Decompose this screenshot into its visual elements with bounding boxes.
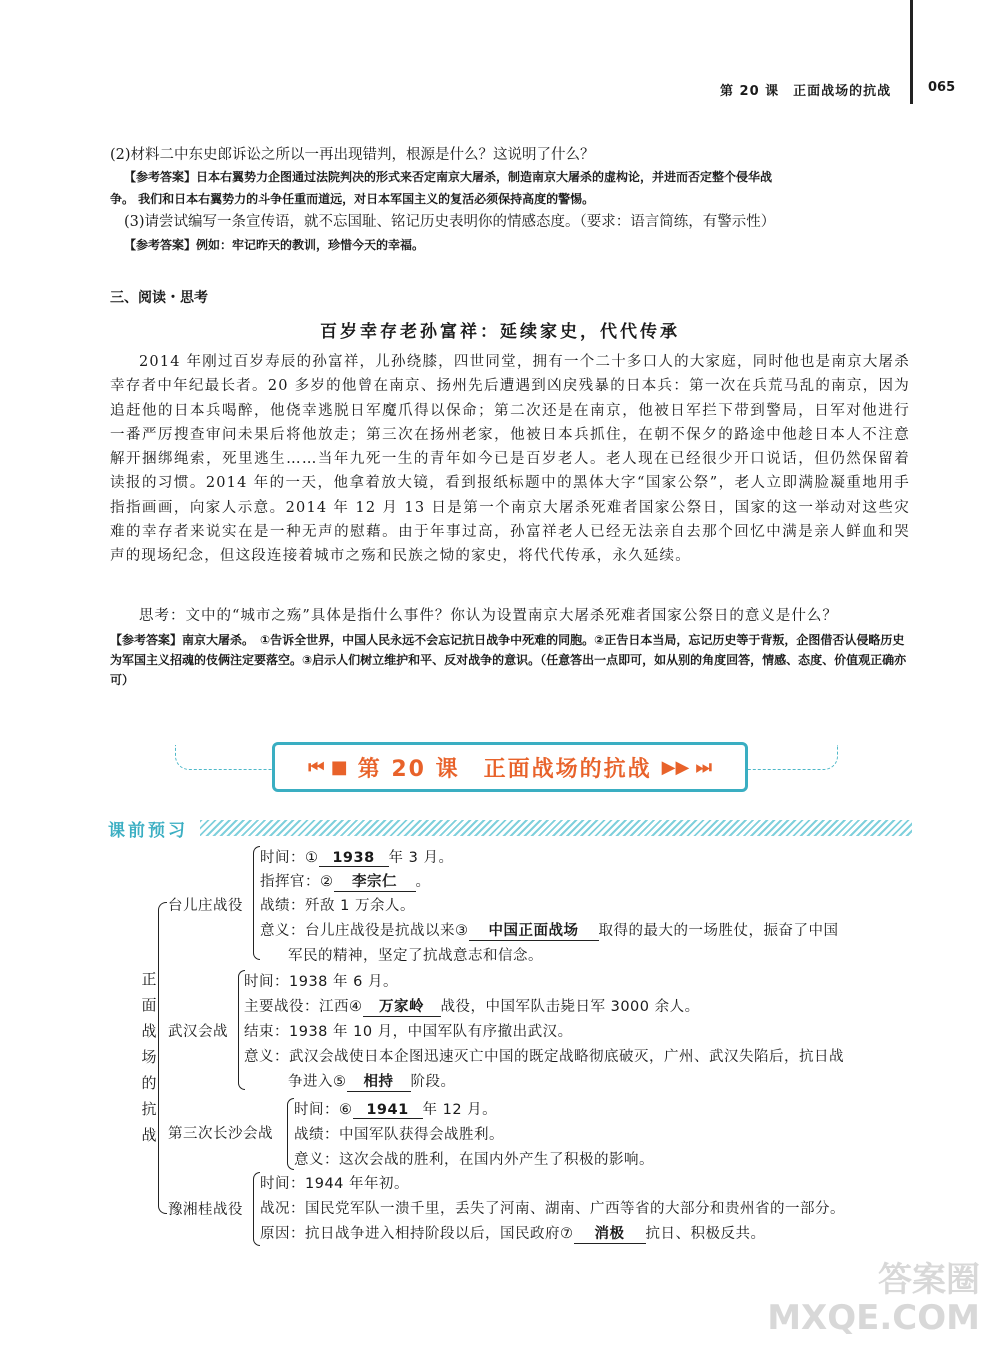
- taierzhuang-time: 时间：① 1938 年 3 月。: [260, 850, 454, 866]
- changsha-time: 时间：⑥ 1941 年 12 月。: [294, 1102, 498, 1118]
- answer-blank-1: 1938: [319, 850, 389, 867]
- root-char: 场: [141, 1048, 157, 1066]
- root-char: 的: [141, 1074, 157, 1092]
- root-char: 抗: [141, 1100, 157, 1118]
- root-char: 战: [141, 1022, 157, 1040]
- root-bracket: [158, 902, 167, 1214]
- bracket-taierzhuang: [253, 846, 260, 960]
- lesson-banner: [272, 742, 748, 792]
- page-number: 065: [928, 80, 956, 95]
- taierzhuang-significance: 意义：台儿庄战役是抗战以来③ 中国正面战场 取得的最大的一场胜仗，振奋了中国: [260, 919, 839, 941]
- answer-blank-5: 相持: [347, 1070, 411, 1092]
- wuhan-time: 时间：1938 年 6 月。: [244, 974, 398, 990]
- think-question: 思考：文中的“城市之殇”具体是指什么事件？你认为设置南京大屠杀死难者国家公祭日的意义是什么？: [139, 608, 838, 624]
- yuxianggui-cause: 原因：抗日战争进入相持阶段以后，国民政府⑦ 消极 抗日、积极反共。: [260, 1222, 766, 1244]
- preview-heading: 课前预习: [108, 821, 188, 841]
- preview-hatch-bar: [200, 820, 912, 836]
- root-char: 面: [141, 996, 157, 1014]
- taierzhuang-commander: 指挥官：② 李宗仁 。: [260, 870, 431, 892]
- article-body: 2014 年刚过百岁寿辰的孙富祥，儿孙绕膝，四世同堂，拥有一个二十多口人的大家庭，同时他也是南京大屠杀幸存者中年纪最长者。20 多岁的他曾在南京、扬州先后遭遇到凶戾残暴的日本兵：第一次在兵荒马乱的南京，因为追赶他的日本兵喝醉，他侥幸逃脱日军魔爪得以保命；第二次还是在南京，他被日军拦下带到警局，日军对他进行一番严厉搜查审问未果后将他放走；第三次在扬州老家，他被日本兵抓住，在朝不保夕的路途中他趁日本人不注意解开捆绑绳索，死里逃生……当年九死一生的青年如今已是百岁老人。老人现在已经很少开口说话，但仍然保留着读报的习惯。2014 年的一天，他拿着放大镜，看到报纸标题中的黑体大字“国家公祭”，老人立即满脸凝重地用手指指画画，向家人示意。2014 年 12 月 13 日是第一个南京大屠杀死难者国家公祭日，国家的这一举动对这些灾难的幸存者来说实在是一种无声的慰藉。由于年事过高，孙富祥老人已经无法亲自去那个回忆中满是亲人鲜血和哭声的现场纪念，但这段连接着城市之殇和民族之恸的家史，将代代传承，永久延续。: [110, 354, 910, 565]
- taierzhuang-result: 战绩：歼敌 1 万余人。: [260, 898, 415, 914]
- question-3-answer: 【参考答案】例如：牢记昨天的教训，珍惜今天的幸福。: [124, 238, 425, 252]
- answer-blank-4: 万家岭: [363, 995, 441, 1017]
- branch-wuhan: 武汉会战: [168, 1024, 228, 1040]
- yuxianggui-situation: 战况：国民党军队一溃千里，丢失了河南、湖南、广西等省的大部分和贵州省的一部分。: [260, 1201, 845, 1217]
- question-2-answer-cont: 争。 我们和日本右翼势力的斗争任重而道远，对日本军国主义的复活必须保持高度的警惕。: [110, 192, 595, 206]
- question-3: (3)请尝试编写一条宣传语，就不忘国耻、铭记历史表明你的情感态度。（要求：语言简练，有警示性）: [124, 214, 776, 230]
- root-label: [140, 966, 158, 1148]
- prev-arrows-icon: ⏮ ■: [308, 756, 348, 778]
- branch-changsha: 第三次长沙会战: [168, 1126, 273, 1142]
- root-char: 正: [141, 970, 157, 988]
- banner-decoration-right: [745, 745, 838, 770]
- wuhan-significance-cont: 争进入⑤ 相持 阶段。: [288, 1070, 456, 1092]
- bracket-yuxianggui: [253, 1172, 260, 1246]
- changsha-result: 战绩：中国军队获得会战胜利。: [294, 1127, 504, 1143]
- wuhan-battle: 主要战役：江西④ 万家岭 战役，中国军队击毙日军 3000 余人。: [244, 995, 700, 1017]
- yuxianggui-time: 时间：1944 年年初。: [260, 1176, 410, 1192]
- banner-decoration-left: [175, 745, 273, 770]
- bracket-changsha: [287, 1098, 294, 1170]
- answer-blank-6: 1941: [353, 1102, 423, 1119]
- question-2: (2)材料二中东史郎诉讼之所以一再出现错判，根源是什么？这说明了什么？: [110, 147, 595, 163]
- changsha-significance: 意义：这次会战的胜利，在国内外产生了积极的影响。: [294, 1152, 654, 1168]
- question-2-answer: 【参考答案】日本右翼势力企图通过法院判决的形式来否定南京大屠杀，制造南京大屠杀的虚构论，并进而否定整个侵华战: [124, 170, 773, 184]
- wuhan-end: 结束：1938 年 10 月，中国军队有序撤出武汉。: [244, 1024, 573, 1040]
- watermark: [767, 1261, 980, 1337]
- header-rule: [910, 0, 913, 104]
- article-title: 百岁幸存老孙富祥：延续家史，代代传承: [320, 322, 680, 342]
- branch-taierzhuang: 台儿庄战役: [168, 898, 243, 914]
- taierzhuang-significance-cont: 军民的精神，坚定了抗战意志和信念。: [288, 948, 543, 964]
- answer-blank-3: 中国正面战场: [469, 919, 599, 941]
- wuhan-significance: 意义：武汉会战使日本企图迅速灭亡中国的既定战略彻底破灭，广州、武汉失陷后，抗日战: [244, 1049, 844, 1065]
- watermark-line2: MXQE.COM: [767, 1298, 980, 1338]
- next-arrows-icon: ▶▶ ⏭: [661, 756, 712, 778]
- section-heading: 三、阅读・思考: [110, 290, 208, 306]
- watermark-line1: 答案圈: [878, 1260, 980, 1300]
- answer-blank-2: 李宗仁: [334, 870, 416, 892]
- think-answer: 【参考答案】南京大屠杀。 ①告诉全世界，中国人民永远不会忘记抗日战争中死难的同胞。②正告日本当局，忘记历史等于背叛，企图借否认侵略历史为军国主义招魂的伎俩注定要落空。③启示人们树立维护和平、反对战争的意识。（任意答出一点即可，如从别的角度回答，情感、态度、价值观正确亦可）: [110, 633, 907, 687]
- branch-yuxianggui: 豫湘桂战役: [168, 1202, 243, 1218]
- answer-blank-7: 消极: [574, 1222, 646, 1244]
- running-header: 第 20 课 正面战场的抗战: [720, 84, 892, 99]
- root-char: 战: [141, 1126, 157, 1144]
- lesson-title: 第 20 课 正面战场的抗战: [357, 756, 652, 782]
